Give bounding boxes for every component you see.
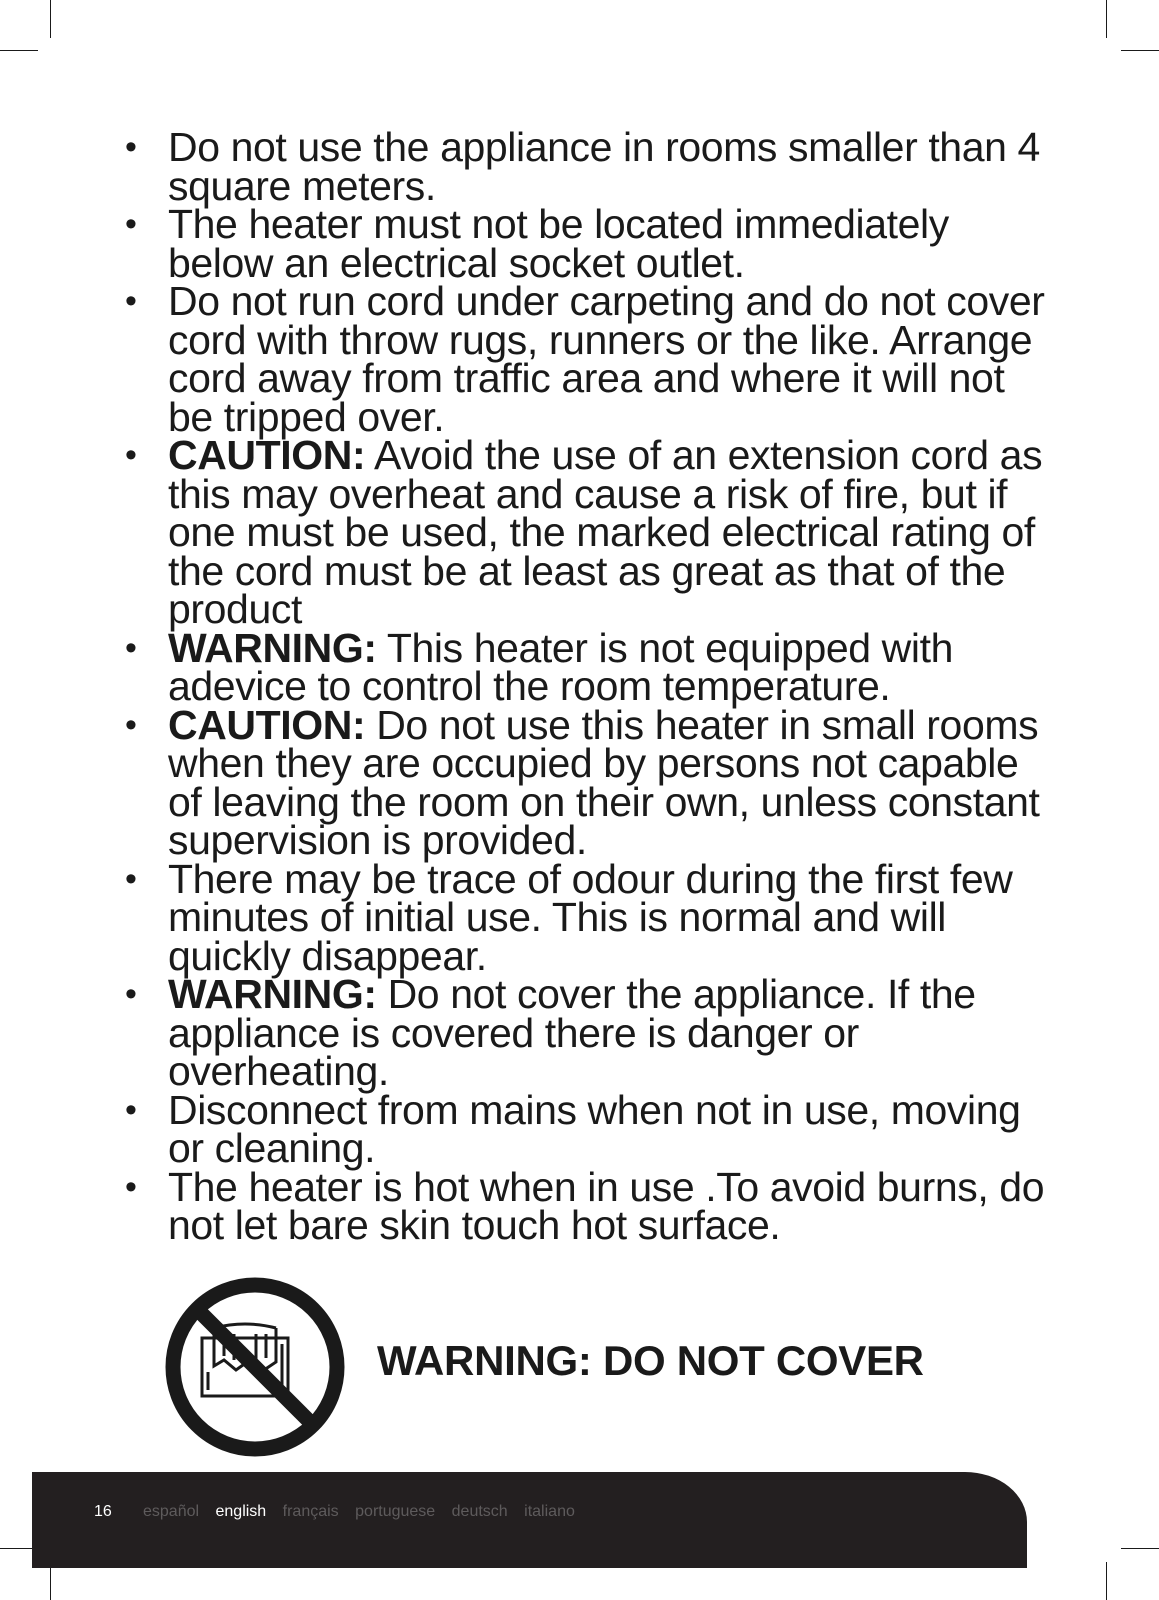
language-english[interactable]: english (215, 1503, 267, 1520)
language-portuguese[interactable]: portuguese (355, 1503, 436, 1520)
crop-mark (50, 0, 51, 38)
crop-mark (0, 50, 38, 51)
crop-mark (1106, 1562, 1107, 1600)
caution-label: CAUTION: (168, 701, 366, 748)
bullet-dot: • (125, 628, 137, 667)
bullet-dot: • (125, 1167, 137, 1206)
language-nav (143, 1503, 587, 1521)
crop-mark (1106, 0, 1107, 38)
list-item (125, 432, 1045, 632)
language-deutsch[interactable]: deutsch (451, 1503, 508, 1520)
list-item (125, 1086, 1045, 1171)
bullet-dot: • (125, 705, 137, 744)
list-item (125, 624, 1045, 709)
warning-label: WARNING: (168, 624, 377, 671)
instruction-text: Do not use the appliance in rooms smaller than 4 square meters. (168, 124, 1040, 209)
list-item (125, 201, 1045, 286)
instruction-text: The heater must not be located immediately below an electrical socket outlet. (168, 201, 949, 286)
page-number: 16 (94, 1503, 112, 1520)
instruction-text: Disconnect from mains when not in use, moving or cleaning. (168, 1086, 1021, 1171)
bullet-dot: • (125, 436, 137, 474)
bullet-dot: • (125, 205, 137, 243)
instruction-text: This heater is not equipped with adevice to control the room temperature. (168, 624, 953, 709)
do-not-cover-icon (164, 1276, 346, 1458)
language-italiano[interactable]: italiano (524, 1503, 575, 1520)
bullet-dot: • (125, 282, 137, 320)
bullet-dot: • (125, 859, 137, 898)
language-espanol[interactable]: español (143, 1503, 200, 1520)
language-francais[interactable]: français (282, 1503, 339, 1520)
list-item (125, 701, 1045, 863)
crop-mark (1121, 1548, 1159, 1549)
instruction-text: Do not cover the appliance. If the appliance is covered there is danger or overheating. (168, 971, 976, 1094)
bullet-dot: • (125, 975, 137, 1013)
list-item (125, 971, 1045, 1094)
list-item (125, 1163, 1045, 1248)
footer-bar (32, 1472, 1027, 1568)
instruction-text: Do not use this heater in small rooms when they are occupied by persons not capable of leaving the room on their own, unless constant supervision is provided. (168, 701, 1040, 863)
list-item (125, 124, 1045, 209)
crop-mark (1121, 50, 1159, 51)
instruction-text: The heater is hot when in use .To avoid burns, do not let bare skin touch hot surface. (168, 1163, 1045, 1248)
bullet-dot: • (125, 1090, 137, 1129)
instruction-text: Do not run cord under carpeting and do not cover cord with throw rugs, runners or the like. Arrange cord away from traffic area and where it will not be tripped over. (168, 278, 1045, 440)
list-item (125, 855, 1045, 979)
list-item (125, 278, 1045, 440)
safety-instructions-list (125, 124, 1045, 1248)
bullet-dot: • (125, 128, 137, 166)
warning-label: WARNING: (168, 971, 377, 1017)
instruction-text: Avoid the use of an extension cord as this may overheat and cause a risk of fire, but if one must be used, the marked electrical rating of the cord must be at least as great as that of the product (168, 432, 1043, 632)
caution-label: CAUTION: (168, 432, 366, 478)
instruction-text: There may be trace of odour during the first few minutes of initial use. This is normal and will quickly disappear. (168, 855, 1013, 979)
warning-title: WARNING: DO NOT COVER (377, 1337, 924, 1384)
